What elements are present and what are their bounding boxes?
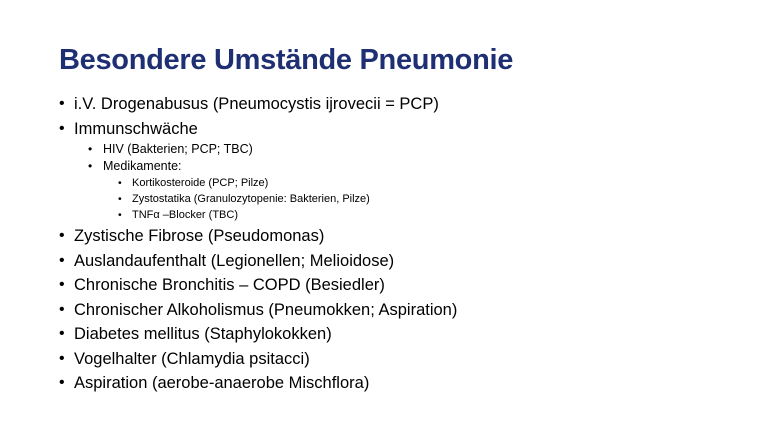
list-item-text: Zystostatika (Granulozytopenie: Bakterien, Pilze): [132, 193, 370, 205]
list-item: [59, 92, 749, 117]
sub-sub-list-item: [59, 207, 749, 223]
bullet-icon: •: [59, 251, 65, 269]
sub-sub-list-item: [59, 175, 749, 191]
bullet-icon: •: [59, 349, 65, 367]
bullet-icon: •: [59, 119, 65, 137]
list-item-text: Chronischer Alkoholismus (Pneumokken; Aspiration): [74, 300, 458, 319]
list-item-text: Medikamente:: [103, 159, 182, 173]
slide-title: Besondere Umstände Pneumonie: [59, 44, 514, 76]
bullet-icon: •: [59, 95, 65, 112]
sub-sub-list-item: [59, 191, 749, 207]
list-item-text: Kortikosteroide (PCP; Pilze): [132, 177, 269, 189]
list-item: [59, 117, 749, 142]
list-item-text: i.V. Drogenabusus (Pneumocystis ijrovecii = PCP): [74, 95, 439, 113]
list-item: [59, 371, 749, 396]
bullet-icon: •: [118, 193, 122, 205]
bullet-icon: •: [59, 227, 65, 244]
list-item-text: Immunschwäche: [74, 119, 198, 138]
bullet-icon: •: [88, 159, 93, 173]
bullet-icon: •: [88, 142, 93, 156]
bullet-icon: •: [59, 276, 65, 293]
list-item: [59, 298, 749, 323]
list-item: [59, 322, 749, 347]
list-item: [59, 273, 749, 298]
list-item: [59, 224, 749, 249]
bullet-icon: •: [59, 325, 65, 342]
list-item-text: Zystische Fibrose (Pseudomonas): [74, 227, 325, 245]
list-item: [59, 347, 749, 372]
sub-list-item: [59, 141, 749, 158]
list-item-text: HIV (Bakterien; PCP; TBC): [103, 142, 253, 156]
bullet-icon: •: [118, 177, 122, 189]
sub-list-item: [59, 158, 749, 175]
bullet-list: [59, 92, 749, 396]
list-item-text: Diabetes mellitus (Staphylokokken): [74, 325, 332, 343]
list-item-text: Aspiration (aerobe-anaerobe Mischflora): [74, 374, 370, 392]
bullet-icon: •: [118, 209, 122, 221]
list-item-text: Vogelhalter (Chlamydia psitacci): [74, 349, 310, 368]
list-item: [59, 249, 749, 274]
list-item-text: Auslandaufenthalt (Legionellen; Melioidose): [74, 251, 395, 270]
list-item-text: Chronische Bronchitis – COPD (Besiedler): [74, 276, 385, 294]
bullet-icon: •: [59, 374, 65, 391]
list-item-text: TNFα –Blocker (TBC): [132, 209, 238, 221]
bullet-icon: •: [59, 300, 65, 318]
